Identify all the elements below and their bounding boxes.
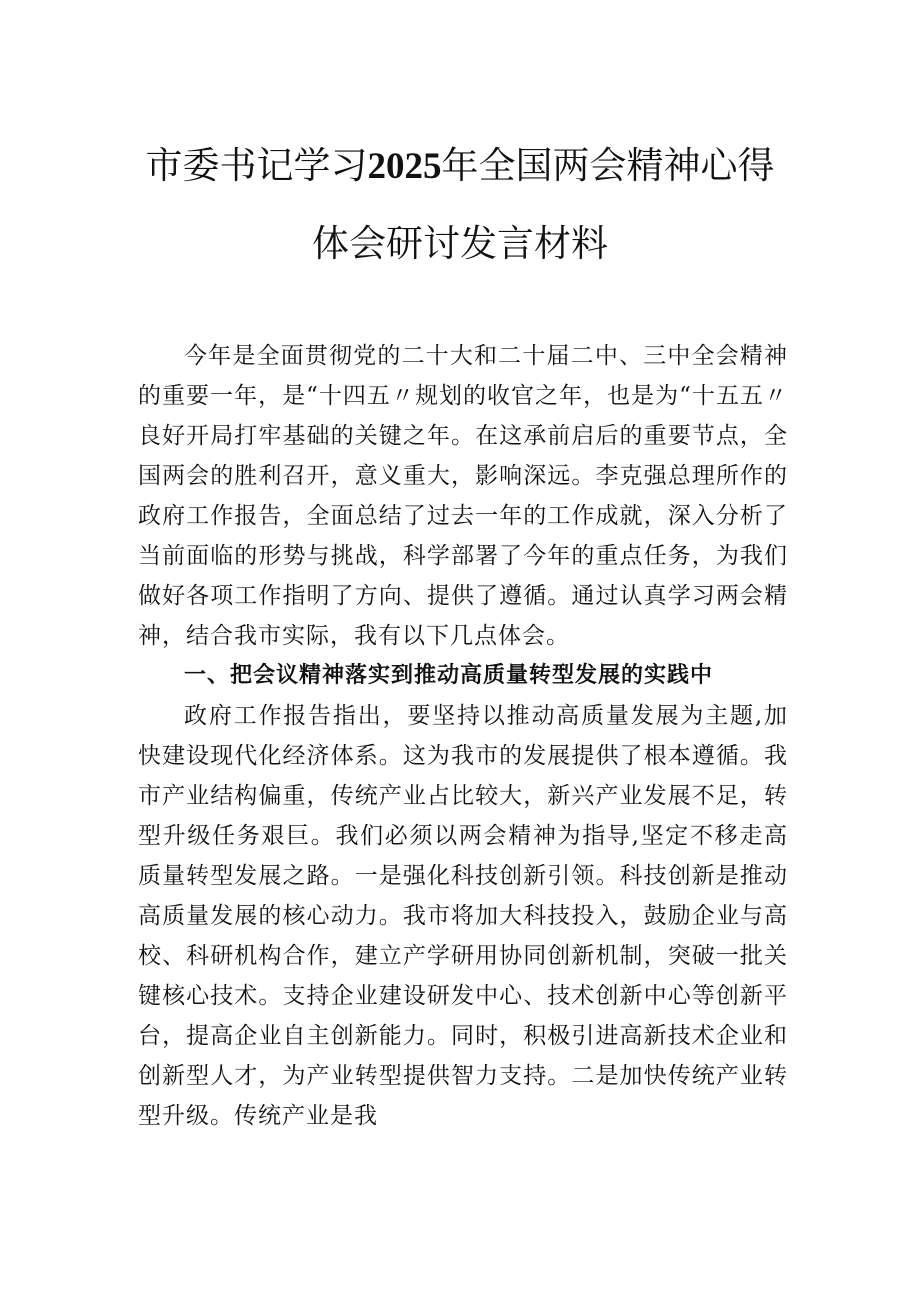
title-suffix: 年全国两会精神心得	[441, 144, 775, 187]
section-heading-1: 一、把会议精神落实到推动高质量转型发展的实践中	[184, 663, 714, 688]
body-paragraph-intro: 今年是全面贯彻党的二十大和二十届二中、三中全会精神的重要一年，是“十四五〃规划的收官之年，也是为“十五五〃良好开局打牢基础的关键之年。在这承前启后的重要节点，全国两会的胜利召开，意义重大，影响深远。李克强总理所作的政府工作报告，全面总结了过去一年的工作成就，深入分析了当前面临的形势与挑战，科学部署了今年的重点任务，为我们做好各项工作指明了方向、提供了遵循。通过认真学习两会精神，结合我市实际，我有以下几点体会。	[138, 343, 788, 649]
title-year: 2025	[367, 146, 442, 187]
document-title-line-2: 体会研讨发言材料	[312, 222, 608, 265]
title-prefix: 市委书记学习	[145, 144, 368, 187]
document-body	[138, 336, 788, 1136]
document-title-line-1	[100, 144, 820, 189]
body-paragraph-section-1: 政府工作报告指出，要坚持以推动高质量发展为主题,加快建设现代化经济体系。这为我市的发展提供了根本遵循。我市产业结构偏重，传统产业占比较大，新兴产业发展不足，转型升级任务艰巨。我们必须以两会精神为指导,坚定不移走高质量转型发展之路。一是强化科技创新引领。科技创新是推动高质量发展的核心动力。我市将加大科技投入，鼓励企业与高校、科研机构合作，建立产学研用协同创新机制，突破一批关键核心技术。支持企业建设研发中心、技术创新中心等创新平台，提高企业自主创新能力。同时，积极引进高新技术企业和创新型人才，为产业转型提供智力支持。二是加快传统产业转型升级。传统产业是我	[138, 703, 788, 1129]
